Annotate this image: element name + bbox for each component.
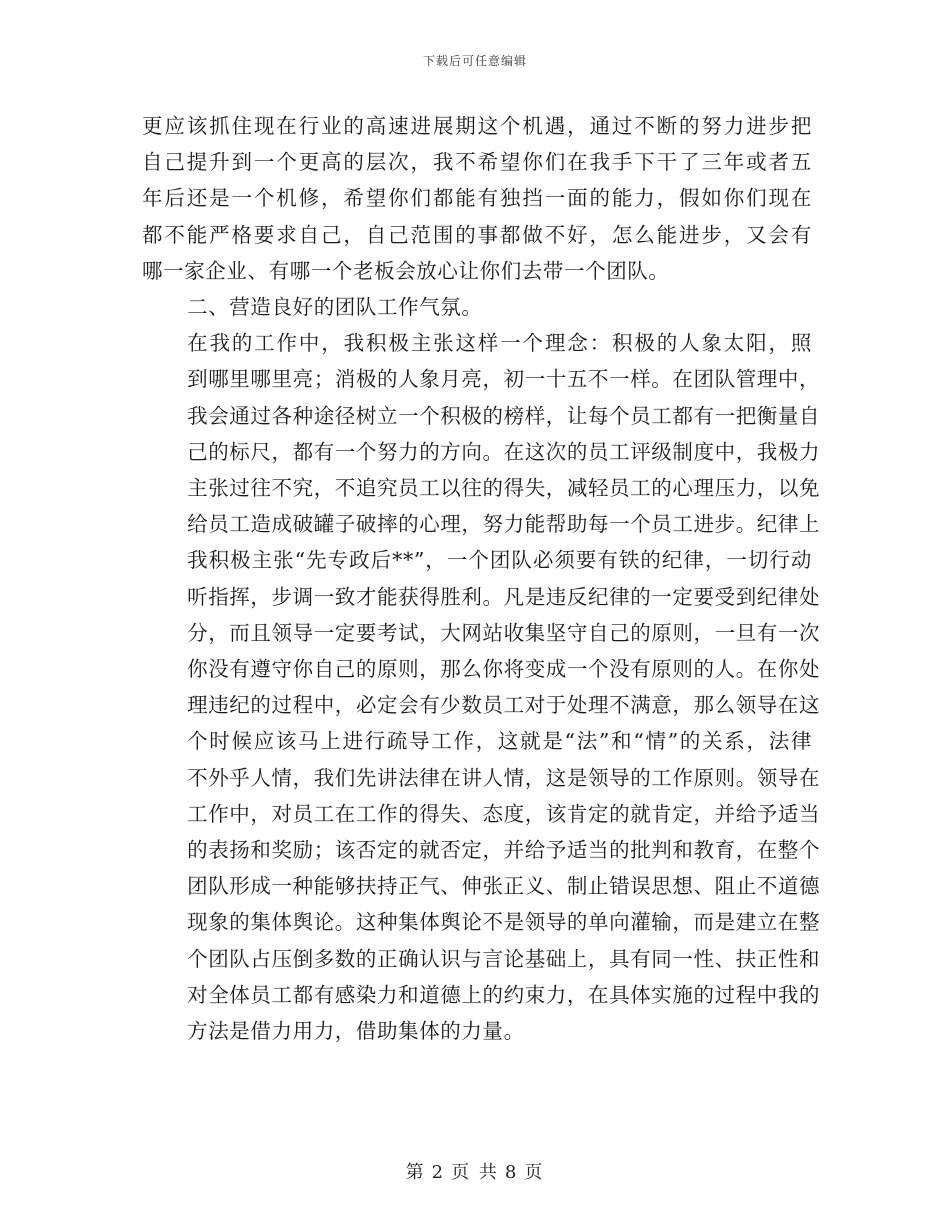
text-line: 更应该抓住现在行业的高速进展期这个机遇，通过不断的努力进步把 [142, 114, 812, 138]
text-line: 自己提升到一个更高的层次，我不希望你们在我手下干了三年或者五 [142, 150, 812, 175]
footer-total-pages: 8 [504, 1162, 519, 1183]
page-header: 下载后可任意编辑 [422, 54, 527, 68]
text-line: 分，而且领导一定要考试，大网站收集坚守自己的原则，一旦有一次 [187, 620, 821, 645]
text-line: 己的标尺，都有一个努力的方向。在这次的员工评级制度中，我极力 [187, 439, 821, 464]
text-line: 二、营造良好的团队工作气氛。 [187, 295, 483, 320]
text-line: 团队形成一种能够扶持正气、伸张正义、制止错误思想、阻止不道德 [187, 874, 821, 899]
text-line: 个团队占压倒多数的正确认识与言论基础上，具有同一性、扶正性和 [187, 946, 821, 971]
footer-current-page: 2 [431, 1162, 446, 1183]
text-line: 的表扬和奖励；该否定的就否定，并给予适当的批判和教育，在整个 [187, 838, 821, 863]
page-number-footer [0, 1158, 950, 1184]
text-line: 都不能严格要求自己，自己范围的事都做不好，怎么能进步，又会有 [142, 222, 812, 247]
footer-mid: 页 共 [451, 1162, 499, 1183]
text-line: 个时候应该马上进行疏导工作，这就是“法”和“情”的关系，法律 [187, 729, 812, 754]
paragraph [142, 289, 812, 325]
text-line: 你没有遵守你自己的原则，那么你将变成一个没有原则的人。在你处 [187, 657, 821, 682]
text-line: 年后还是一个机修，希望你们都能有独挡一面的能力，假如你们现在 [142, 186, 812, 211]
document-body [142, 108, 821, 1049]
text-line: 现象的集体舆论。这种集体舆论不是领导的单向灌输，而是建立在整 [187, 910, 821, 935]
paragraph [142, 108, 812, 289]
text-line: 给员工造成破罐子破摔的心理，努力能帮助每一个员工进步。纪律上 [187, 512, 821, 537]
text-line: 我会通过各种途径树立一个积极的榜样，让每个员工都有一把衡量自 [187, 403, 821, 428]
text-line: 理违纪的过程中，必定会有少数员工对于处理不满意，那么领导在这 [187, 693, 821, 718]
text-line: 不外乎人情，我们先讲法律在讲人情，这是领导的工作原则。领导在 [187, 765, 821, 790]
text-line: 哪一家企业、有哪一个老板会放心让你们去带一个团队。 [142, 258, 670, 283]
text-line: 听指挥，步调一致才能获得胜利。凡是违反纪律的一定要受到纪律处 [187, 584, 821, 609]
text-line: 对全体员工都有感染力和道德上的约束力，在具体实施的过程中我的 [187, 982, 821, 1007]
text-line: 到哪里哪里亮；消极的人象月亮，初一十五不一样。在团队管理中， [187, 367, 821, 392]
text-line: 在我的工作中，我积极主张这样一个理念：积极的人象太阳，照 [187, 331, 812, 356]
text-line: 工作中，对员工在工作的得失、态度，该肯定的就肯定，并给予适当 [187, 801, 821, 826]
text-line: 方法是借力用力，借助集体的力量。 [187, 1019, 525, 1044]
paragraph [142, 325, 821, 1049]
text-line: 我积极主张“先专政后**”，一个团队必须要有铁的纪律，一切行动 [187, 548, 812, 573]
footer-suffix: 页 [524, 1162, 545, 1183]
text-line: 主张过往不究，不追究员工以往的得失，减轻员工的心理压力，以免 [187, 476, 821, 501]
footer-prefix: 第 [405, 1162, 426, 1183]
